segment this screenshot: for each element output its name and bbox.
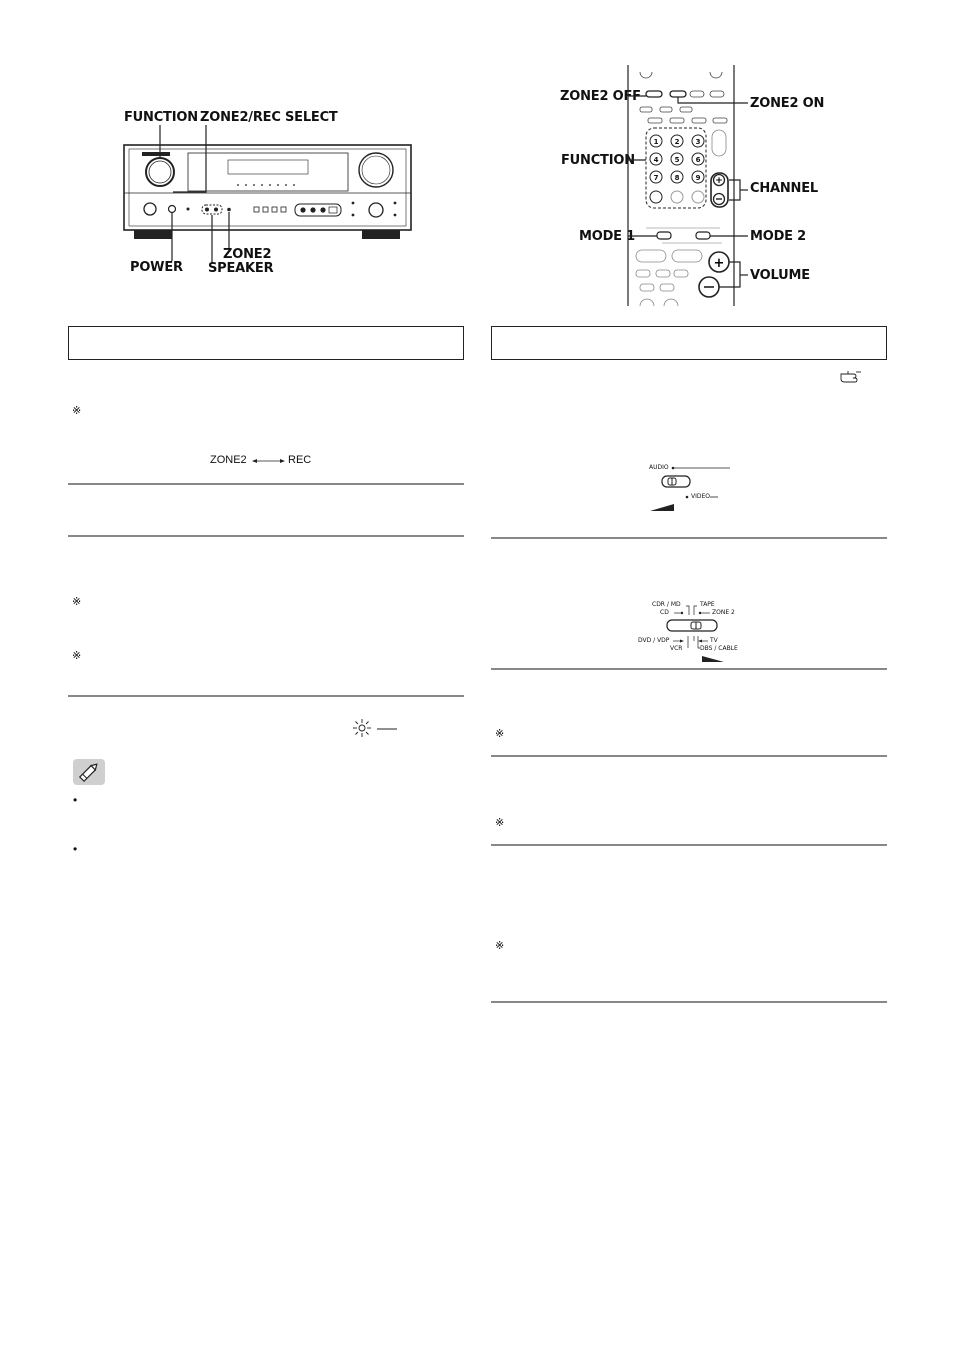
left-note-mark-1: ※ bbox=[72, 405, 82, 417]
svg-text:1: 1 bbox=[653, 138, 659, 146]
right-rule-3 bbox=[491, 755, 887, 757]
left-rule-2 bbox=[68, 535, 464, 537]
remote-channel-label: CHANNEL bbox=[750, 181, 819, 196]
receiver-speaker-label: SPEAKER bbox=[208, 261, 274, 276]
remote-mode2-label: MODE 2 bbox=[750, 229, 807, 244]
svg-text:4: 4 bbox=[653, 156, 659, 164]
svg-text:5: 5 bbox=[674, 156, 680, 164]
mode2-dvd-vdp-label: DVD / VDP bbox=[638, 637, 670, 644]
right-rule-5 bbox=[491, 1001, 887, 1003]
left-rule-3 bbox=[68, 695, 464, 697]
mode2-cdr-md-label: CDR / MD bbox=[652, 601, 681, 608]
receiver-zone2-rec-select-label: ZONE2/REC SELECT bbox=[200, 110, 338, 125]
mode1-switch-diagram bbox=[640, 460, 740, 516]
note-bullet-2: • bbox=[73, 842, 78, 856]
select-rec-label: REC bbox=[288, 454, 312, 466]
receiver-function-label: FUNCTION bbox=[124, 110, 198, 125]
mode2-vcr-label: VCR bbox=[670, 645, 683, 652]
right-section-heading-box bbox=[491, 326, 887, 360]
mode2-dbs-cable-label: DBS / CABLE bbox=[700, 645, 738, 652]
svg-text:3: 3 bbox=[695, 138, 701, 146]
right-note-mark-1: ※ bbox=[495, 728, 505, 740]
select-zone2-label: ZONE2 bbox=[210, 454, 247, 466]
note-bullet-1: • bbox=[73, 793, 78, 807]
remote-zone2-off-label: ZONE2 OFF bbox=[560, 89, 641, 104]
svg-text:6: 6 bbox=[695, 156, 701, 164]
receiver-zone2-label: ZONE2 bbox=[223, 247, 272, 262]
mode1-audio-label: AUDIO bbox=[649, 464, 669, 471]
right-rule-2 bbox=[491, 668, 887, 670]
remote-drawing bbox=[0, 0, 954, 320]
remote-volume-label: VOLUME bbox=[750, 268, 810, 283]
svg-text:9: 9 bbox=[695, 174, 701, 182]
right-note-mark-3: ※ bbox=[495, 940, 505, 952]
remote-function-label: FUNCTION bbox=[561, 153, 635, 168]
right-rule-1 bbox=[491, 537, 887, 539]
pencil-note-icon bbox=[73, 759, 105, 785]
right-rule-4 bbox=[491, 844, 887, 846]
svg-text:8: 8 bbox=[674, 174, 680, 182]
svg-text:+: + bbox=[715, 176, 723, 186]
remote-mode1-label: MODE 1 bbox=[579, 229, 636, 244]
mode2-tv-label: TV bbox=[710, 637, 718, 644]
remote-zone2-on-label: ZONE2 ON bbox=[750, 96, 825, 111]
mode2-tape-label: TAPE bbox=[700, 601, 715, 608]
hand-pointer-icon bbox=[840, 370, 862, 384]
svg-text:7: 7 bbox=[653, 174, 659, 182]
left-note-mark-2: ※ bbox=[72, 596, 82, 608]
receiver-power-label: POWER bbox=[130, 260, 183, 275]
right-note-mark-2: ※ bbox=[495, 817, 505, 829]
zone2-rec-select-diagram bbox=[210, 454, 330, 468]
double-arrow-icon bbox=[252, 456, 292, 466]
svg-text:2: 2 bbox=[674, 138, 680, 146]
mode2-cd-label: CD bbox=[660, 609, 669, 616]
left-section-heading-box bbox=[68, 326, 464, 360]
mode1-video-label: VIDEO bbox=[691, 493, 711, 500]
left-note-mark-3: ※ bbox=[72, 650, 82, 662]
mode1-switch-drawing bbox=[640, 460, 740, 516]
left-rule-1 bbox=[68, 483, 464, 485]
mode2-switch-drawing bbox=[636, 598, 746, 670]
mode2-switch-diagram bbox=[636, 598, 746, 670]
blinking-light-icon bbox=[352, 719, 402, 739]
svg-text:+: + bbox=[713, 256, 725, 271]
mode2-zone2-label: ZONE 2 bbox=[712, 609, 735, 616]
